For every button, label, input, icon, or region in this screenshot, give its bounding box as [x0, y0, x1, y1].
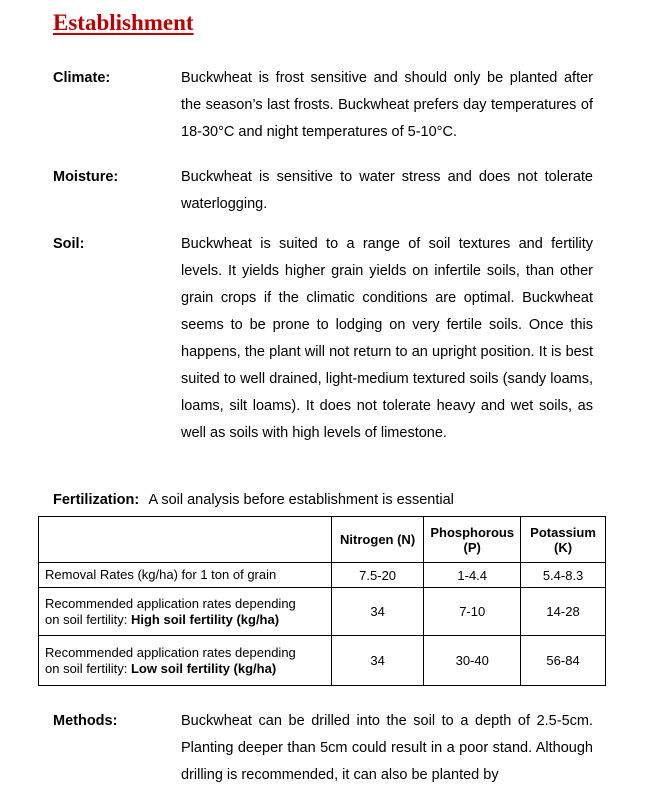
row-label-bold: High soil fertility (kg/ha)	[130, 611, 280, 627]
row-phosphorous: 7-10	[424, 588, 521, 636]
header-potassium-line2: (K)	[554, 539, 573, 555]
table-row	[39, 636, 606, 686]
soil-label: Soil:	[53, 236, 85, 252]
header-potassium	[521, 517, 606, 563]
methods-label: Methods:	[53, 713, 118, 729]
climate-label: Climate:	[53, 70, 111, 86]
fertilization-line	[53, 489, 454, 511]
row-label-prefix: on soil fertility:	[45, 660, 131, 676]
row-label-line1: Recommended application rates depending	[45, 595, 296, 611]
row-label-line1: Recommended application rates depending	[45, 644, 296, 660]
header-phosphorous-line2: (P)	[463, 539, 481, 555]
row-potassium: 14-28	[521, 588, 606, 636]
page-title: Establishment	[53, 10, 194, 35]
table-row	[39, 563, 606, 588]
row-nitrogen: 34	[331, 588, 423, 636]
moisture-section	[53, 164, 593, 218]
moisture-label: Moisture:	[53, 169, 119, 185]
fertilization-label: Fertilization:	[53, 492, 140, 508]
header-potassium-line1: Potassium	[530, 524, 596, 540]
row-potassium: 5.4-8.3	[521, 563, 606, 588]
row-phosphorous: 30-40	[424, 636, 521, 686]
row-label-bold: Low soil fertility (kg/ha)	[130, 660, 277, 676]
header-phosphorous	[424, 517, 521, 563]
row-phosphorous: 1-4.4	[424, 563, 521, 588]
fertilization-text: A soil analysis before establishment is essential	[148, 492, 454, 508]
climate-text: Buckwheat is frost sensitive and should only be planted after the season’s last frosts. Buckwheat prefers day temperatures of 18-30°C and night temperatures of 5-10°C.	[181, 70, 593, 140]
header-phosphorous-line1: Phosphorous	[430, 524, 515, 540]
header-nitrogen: Nitrogen (N)	[331, 517, 423, 563]
climate-section	[53, 65, 593, 146]
row-potassium: 56-84	[521, 636, 606, 686]
table-row	[39, 588, 606, 636]
methods-section	[53, 708, 593, 789]
methods-text: Buckwheat can be drilled into the soil to a depth of 2.5-5cm. Planting deeper than 5cm could result in a poor stand. Although drilling is recommended, it can also be planted by	[181, 713, 593, 783]
header-blank	[39, 517, 332, 563]
moisture-text: Buckwheat is sensitive to water stress and does not tolerate waterlogging.	[181, 169, 593, 212]
row-nitrogen: 7.5-20	[331, 563, 423, 588]
table-header-row	[39, 517, 606, 563]
row-nitrogen: 34	[331, 636, 423, 686]
row-label	[39, 588, 332, 636]
soil-section	[53, 231, 593, 447]
fertilization-table	[38, 516, 606, 686]
soil-text: Buckwheat is suited to a range of soil textures and fertility levels. It yields higher grain yields on infertile soils, than other grain crops if the climatic conditions are optimal. Buckwheat seems to be prone to lodging on very fertile soils. Once this happens, the plant will not return to an upright position. It is best suited to well drained, light-medium textured soils (sandy loams, loams, silt loams). It does not tolerate heavy and wet soils, as well as soils with high levels of limestone.	[181, 236, 593, 441]
row-label	[39, 636, 332, 686]
row-label: Removal Rates (kg/ha) for 1 ton of grain	[39, 563, 332, 588]
row-label-prefix: on soil fertility:	[45, 611, 131, 627]
